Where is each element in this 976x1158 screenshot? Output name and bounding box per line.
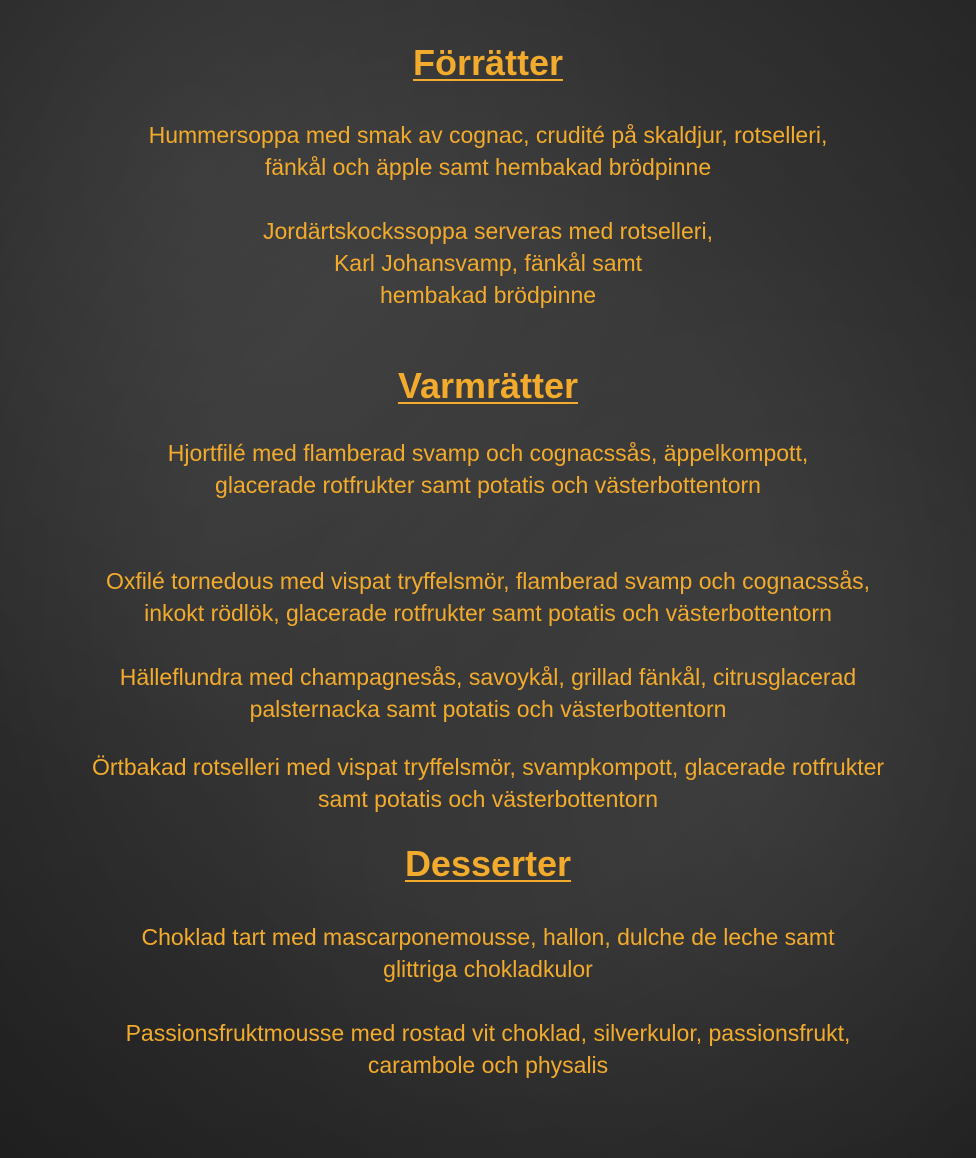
dish-line: Jordärtskockssoppa serveras med rotselleri, [263,218,713,244]
dish-ortbakad-rotselleri [0,751,976,815]
dish-line: Oxfilé tornedous med vispat tryffelsmör, flamberad svamp och cognacssås, [105,568,871,594]
dish-jordartskockssoppa [0,215,976,311]
dish-hummersoppa [0,119,976,183]
dish-line: glittriga chokladkulor [383,956,593,982]
dish-line: palsternacka samt potatis och västerbottentorn [249,696,727,722]
dish-line: Örtbakad rotselleri med vispat tryffelsmör, svampkompott, glacerade rotfrukter [91,754,885,780]
dish-line: inkokt rödlök, glacerade rotfrukter samt potatis och västerbottentorn [144,600,832,626]
dish-halleflundra [0,661,976,725]
dish-line: Karl Johansvamp, fänkål samt [333,250,643,276]
dish-line: fänkål och äpple samt hembakad brödpinne [264,154,712,180]
dish-line: Hummersoppa med smak av cognac, crudité på skaldjur, rotselleri, [148,122,828,148]
dish-passionsfruktmousse [0,1017,976,1081]
dish-line: Hjortfilé med flamberad svamp och cognacssås, äppelkompott, [167,440,809,466]
dish-line: Choklad tart med mascarponemousse, hallon, dulche de leche samt [141,924,835,950]
dish-line: samt potatis och västerbottentorn [317,786,659,812]
dish-line: glacerade rotfrukter samt potatis och västerbottentorn [215,472,761,498]
dish-oxfile [0,565,976,629]
section-heading-varmratter: Varmrätter [397,365,579,406]
dish-hjortfile [0,437,976,501]
dish-choklad-tart [0,921,976,985]
dish-line: Passionsfruktmousse med rostad vit choklad, silverkulor, passionsfrukt, [125,1020,851,1046]
dish-line: hembakad brödpinne [379,282,597,308]
dish-line: Hälleflundra med champagnesås, savoykål, grillad fänkål, citrusglacerad [119,664,857,690]
section-heading-forratter: Förrätter [412,42,564,83]
dish-line: carambole och physalis [367,1052,609,1078]
section-heading-desserter: Desserter [404,843,572,884]
